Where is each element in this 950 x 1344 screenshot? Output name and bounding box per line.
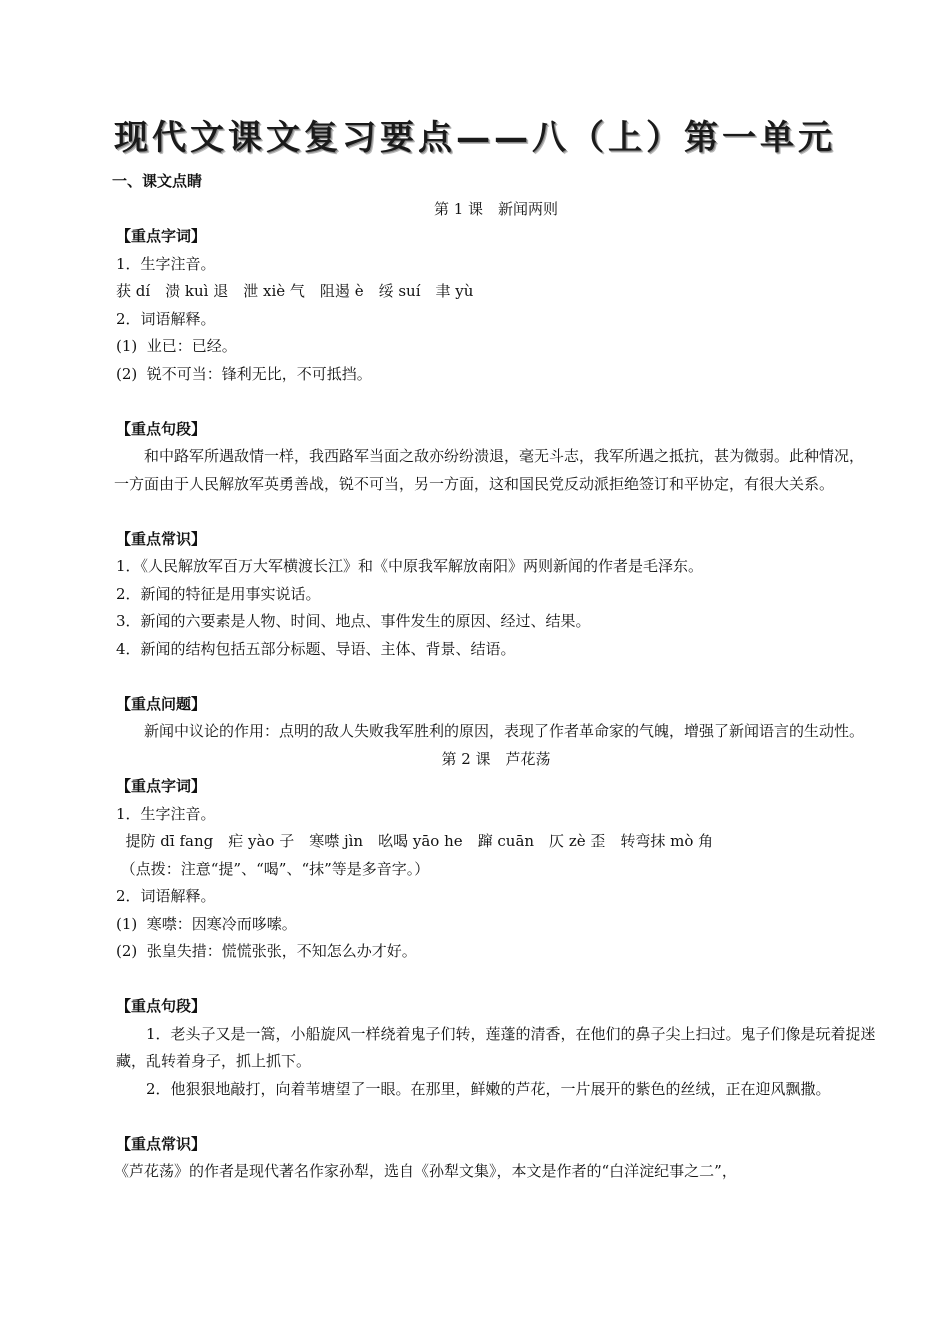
paragraph: 新闻中议论的作用：点明的敌人失败我军胜利的原因，表现了作者革命家的气魄，增强了新闻语言的生动性。 — [144, 722, 865, 740]
list-item: 4．新闻的结构包括五部分标题、导语、主体、背景、结语。 — [116, 639, 516, 658]
paragraph: 2．他狠狠地敲打，向着苇塘望了一眼。在那里，鲜嫩的芦花，一片展开的紫色的丝绒，正在迎风飘撒。 — [146, 1079, 831, 1098]
heading-key-knowledge: 【重点常识】 — [116, 1134, 207, 1153]
list-item: 1．生字注音。 — [116, 254, 216, 273]
list-item: (1) 业已：已经。 — [116, 337, 237, 355]
page-title: 现代文课文复习要点——八（上）第一单元 — [114, 118, 836, 158]
list-item: 2．词语解释。 — [116, 309, 216, 328]
pinyin-items: 获 dí 溃 kuì 退 泄 xiè 气 阻遏 è 绥 suí 聿 yù — [116, 282, 474, 300]
lesson-1-title: 第 1 课 新闻两则 — [433, 199, 559, 218]
list-item: (1) 寒噤：因寒冷而哆嗦。 — [116, 914, 297, 933]
list-item: (2) 锐不可当：锋利无比，不可抵挡。 — [116, 364, 372, 383]
list-item: 2．新闻的特征是用事实说话。 — [116, 584, 321, 603]
paragraph: 和中路军所遇敌情一样，我西路军当面之敌亦纷纷溃退，毫无斗志，我军所遇之抵抗，甚为微弱。此种情况，一方面由于人民解放军英勇善战，锐不可当，另一方面，这和国民党反动派拒绝签订和平协定，有很大关系。 — [114, 447, 865, 493]
document-body — [112, 168, 876, 1186]
heading-key-words: 【重点字词】 — [116, 777, 207, 795]
list-item: (2) 张皇失措：慌慌张张，不知怎么办才好。 — [116, 942, 417, 960]
list-item: 3．新闻的六要素是人物、时间、地点、事件发生的原因、经过、结果。 — [116, 612, 591, 630]
heading-key-words: 【重点字词】 — [116, 227, 207, 245]
heading-key-sentences: 【重点句段】 — [116, 419, 207, 438]
heading-key-sentences: 【重点句段】 — [116, 997, 207, 1015]
lesson-2-title: 第 2 课 芦花荡 — [441, 749, 551, 768]
pinyin-items: 提防 dī fang 疟 yào 子 寒噤 jìn 吆喝 yāo he 蹿 cuān 仄 zè 歪 转弯抹 mò 角 — [116, 832, 714, 850]
section-heading: 一、课文点睛 — [112, 172, 203, 190]
list-item: 1．生字注音。 — [116, 804, 216, 823]
list-item: 2．词语解释。 — [116, 887, 216, 905]
note: （点拨：注意“提”、“喝”、“抹”等是多音字。） — [116, 859, 430, 878]
list-item: 1．《人民解放军百万大军横渡长江》和《中原我军解放南阳》两则新闻的作者是毛泽东。 — [116, 557, 704, 575]
heading-key-knowledge: 【重点常识】 — [116, 529, 207, 548]
heading-key-questions: 【重点问题】 — [116, 694, 207, 713]
paragraph: 《芦花荡》的作者是现代著名作家孙犁，选自《孙犁文集》，本文是作者的“白洋淀纪事之二”， — [114, 1162, 737, 1180]
paragraph: 1．老头子又是一篙，小船旋风一样绕着鬼子们转，莲蓬的清香，在他们的鼻子尖上扫过。鬼子们像是玩着捉迷藏，乱转着身子，抓上抓下。 — [116, 1024, 876, 1070]
